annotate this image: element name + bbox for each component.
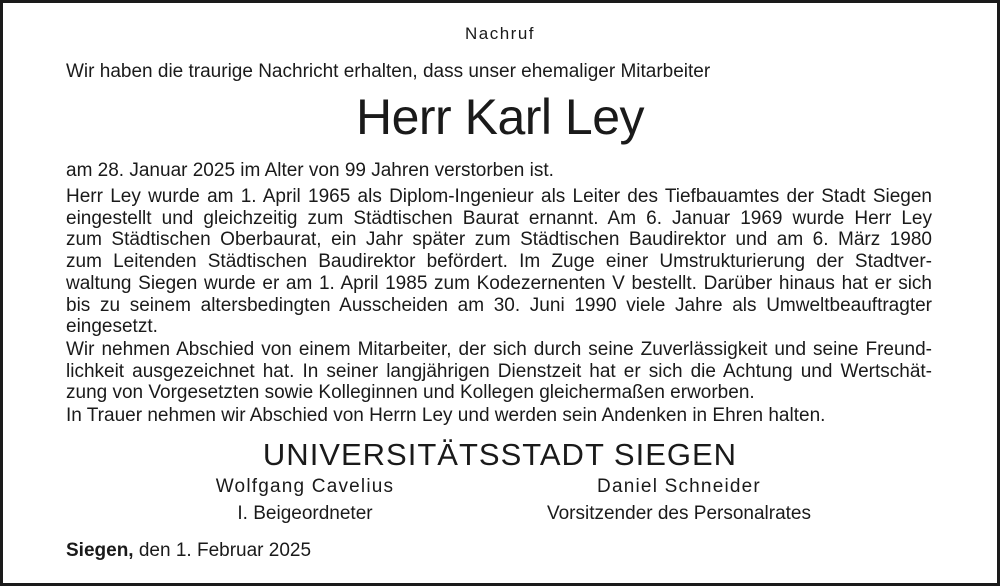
paragraph-line: Herr Ley wurde am 1. April 1965 als Diplom-Ingenieur als Leiter des Tiefbauamtes der Stadt Siegen	[66, 186, 932, 207]
paragraph-line: zum Leitenden Städtischen Baudirektor befördert. Im Zuge einer Umstrukturierung der Stadtver-	[66, 251, 932, 273]
paragraph-line: lichkeit ausgezeichnet hat. In seiner langjährigen Dienstzeit hat er sich die Achtung und Wertschät-	[66, 360, 932, 382]
paragraph-line: eingestellt und gleichzeitig zum Städtischen Baurat ernannt. Am 6. Januar 1969 wurde Herr Ley	[66, 207, 932, 229]
signatory-name: Daniel Schneider	[597, 476, 761, 497]
paragraph-line: eingesetzt.	[66, 316, 158, 338]
signatory-title: I. Beigeordneter	[237, 503, 373, 524]
death-statement: am 28. Januar 2025 im Alter von 99 Jahren verstorben ist.	[66, 160, 554, 181]
paragraph-line: Wir nehmen Abschied von einem Mitarbeiter, der sich durch seine Zuverlässigkeit und seine Freund-	[66, 339, 932, 360]
paragraph-line: In Trauer nehmen wir Abschied von Herrn Ley und werden sein Andenken in Ehren halten.	[66, 405, 826, 426]
career-paragraph	[66, 186, 932, 338]
notice-header: Nachruf	[464, 24, 536, 43]
paragraph-line: bis zu seinem altersbedingten Ausscheiden am 30. Juni 1990 viele Jahre als Umweltbeauftragter	[66, 294, 932, 316]
paragraph-line: waltung Siegen wurde er am 1. April 1985 zum Kodezernenten V bestellt. Darüber hinaus hat er sich	[66, 272, 932, 294]
date-text: den 1. Februar 2025	[138, 540, 312, 561]
signatory-title: Vorsitzender des Personalrates	[546, 503, 812, 524]
place-date-line	[66, 540, 311, 562]
tribute-paragraph	[66, 339, 932, 404]
paragraph-line: zum Städtischen Oberbaurat, ein Jahr später zum Städtischen Baudirektor und am 6. März 1980	[66, 229, 932, 251]
organization-name: UNIVERSITÄTSSTADT SIEGEN	[262, 437, 738, 472]
signatory-name: Wolfgang Cavelius	[215, 476, 395, 497]
place-name: Siegen,	[66, 540, 134, 561]
deceased-name: Herr Karl Ley	[355, 89, 645, 145]
paragraph-line: zung von Vorgesetzten sowie Kolleginnen und Kollegen gleichermaßen erworben.	[66, 382, 755, 404]
signatory-left	[145, 476, 465, 525]
signatory-right	[519, 476, 839, 525]
closing-paragraph	[66, 405, 932, 427]
intro-text: Wir haben die traurige Nachricht erhalten, dass unser ehemaliger Mitarbeiter	[66, 61, 711, 82]
